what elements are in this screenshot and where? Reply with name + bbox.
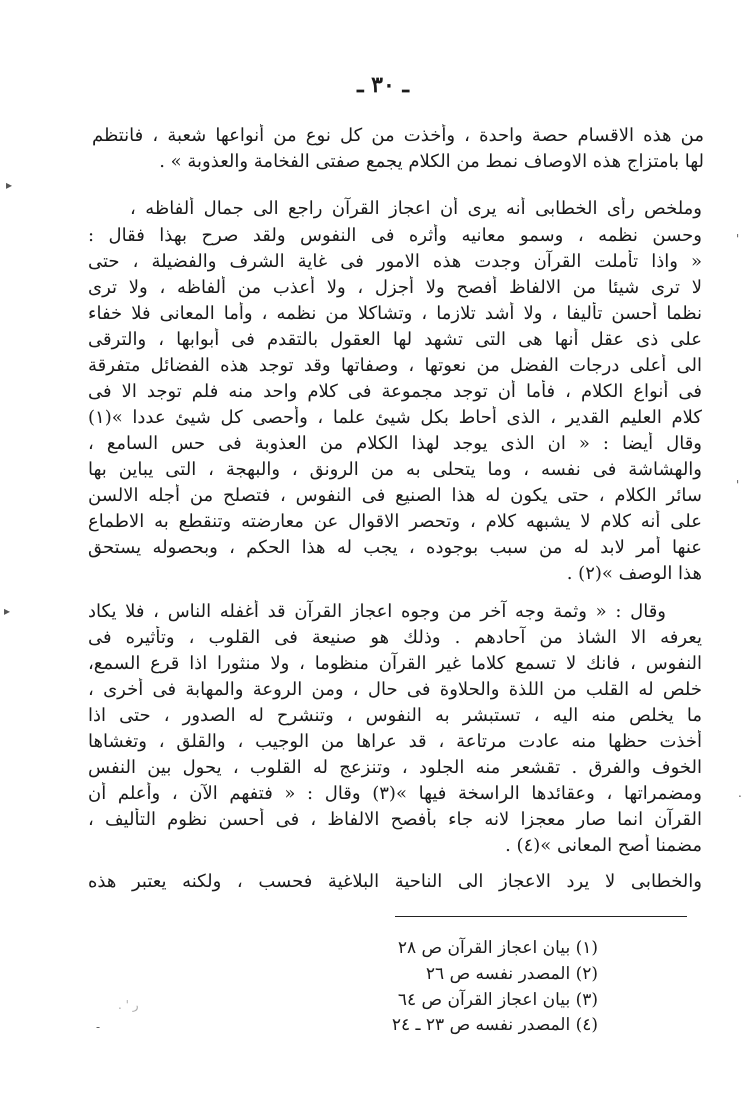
text-line: لا ترى شيئا من الالفاظ أفصح ولا أجزل ، ولا أعذب من ألفاظه ، ولا ترى bbox=[88, 277, 702, 298]
text-line: وحسن نظمه ، وسمو معانيه وأثره فى النفوس ولقد صرح بهذا فقال : bbox=[88, 225, 702, 246]
text-line: نظما أحسن تأليفا ، ولا أشد تلازما ، وتشاكلا من نظمه ، وأما المعانى فلا خفاء bbox=[88, 303, 702, 324]
text-line: على أنه كلام لا يشبهه كلام ، وتحصر الاقوال عن معارضته وتنقطع به الاطماع bbox=[88, 511, 702, 532]
text-line: أخذت حظها منه عادت مرتاعة ، قد عراها من الوجيب ، والقلق ، وتغشاها bbox=[88, 731, 702, 752]
text-line: خلص له القلب من اللذة والحلاوة فى حال ، ومن الروعة والمهابة فى أخرى ، bbox=[88, 679, 702, 700]
text-line: الى أعلى درجات الفضل من نعوتها ، وصفاتها وقد توجد هذه الفضائل متفرقة bbox=[88, 355, 702, 376]
footnote: (٤) المصدر نفسه ص ٢٣ ـ ٢٤ bbox=[391, 1015, 598, 1035]
scan-speck: - bbox=[96, 1020, 101, 1034]
footnote: (١) بيان اعجاز القرآن ص ٢٨ bbox=[397, 938, 598, 958]
text-line: فى أنواع الكلام ، فأما أن توجد مجموعة فى كلام واحد منه فلم توجد الا فى bbox=[88, 381, 702, 402]
text-line: عنها أمر لابد له من سبب بوجوده ، يجب له هذا الحكم ، وبحصوله يستحق bbox=[88, 537, 702, 558]
text-line: وملخص رأى الخطابى أنه يرى أن اعجاز القرآن راجع الى جمال ألفاظه ، bbox=[130, 198, 702, 219]
scan-speck: ▸ bbox=[6, 178, 13, 192]
text-line: الخوف والفرق . تقشعر منه الجلود ، وتنزعج له القلوب ، يحول بين النفس bbox=[88, 757, 702, 778]
text-line: وقال : « وثمة وجه آخر من وجوه اعجاز القرآن قد أغفله الناس ، فلا يكاد bbox=[88, 601, 666, 622]
footnote: (٢) المصدر نفسه ص ٢٦ bbox=[425, 964, 598, 984]
text-line: « واذا تأملت القرآن وجدت هذه الامور فى غاية الشرف والفضيلة ، حتى bbox=[88, 251, 702, 272]
text-line: القرآن انما صار معجزا لانه جاء بأفصح الالفاظ ، فى أحسن نظوم التأليف ، bbox=[88, 809, 702, 830]
text-line: وقال أيضا : « ان الذى يوجد لهذا الكلام من العذوبة فى حس السامع ، bbox=[88, 433, 702, 454]
scan-speck: ▸ bbox=[4, 604, 11, 618]
text-line: يعرفه الا الشاذ من آحادهم . وذلك هو صنيعة فى القلوب ، وتأثيره فى bbox=[88, 627, 702, 648]
text-line: كلام العليم القدير ، الذى أحاط بكل شيئ علما ، وأحصى كل شيئ عددا »(١) bbox=[88, 407, 702, 428]
scan-speck: ' bbox=[736, 232, 740, 246]
footnote-divider bbox=[395, 916, 687, 917]
page-number: ـ ٣٠ ـ bbox=[357, 72, 409, 98]
scan-speck: . bbox=[738, 786, 742, 800]
text-line: من هذه الاقسام حصة واحدة ، وأخذت من كل نوع من أنواعها شعبة ، فانتظم bbox=[92, 125, 704, 146]
text-line: ومضمراتها ، وعقائدها الراسخة فيها »(٣) وقال : « فتفهم الآن ، وأعلم أن bbox=[88, 783, 702, 804]
text-line: لها بامتزاج هذه الاوصاف نمط من الكلام يجمع صفتى الفخامة والعذوبة » . bbox=[159, 151, 704, 172]
text-line: هذا الوصف »(٢) . bbox=[566, 563, 702, 584]
scan-speck: . ' ﺭ bbox=[118, 998, 139, 1012]
text-line: مضمنا أصح المعانى »(٤) . bbox=[505, 835, 702, 856]
text-line: والهشاشة فى نفسه ، وما يتحلى به من الرونق ، والبهجة ، التى يباين بها bbox=[88, 459, 702, 480]
text-line: والخطابى لا يرد الاعجاز الى الناحية البلاغية فحسب ، ولكنه يعتبر هذه bbox=[88, 871, 702, 892]
text-line: سائر الكلام ، حتى يكون له هذا الصنيع فى النفوس ، فتصلح من أجله الالسن bbox=[88, 485, 702, 506]
text-line: على ذى عقل أنها هى التى تشهد لها العقول بالتقدم فى أبوابها ، والترقى bbox=[88, 329, 702, 350]
footnote: (٣) بيان اعجاز القرآن ص ٦٤ bbox=[397, 990, 598, 1010]
text-line: ما يخلص منه اليه ، تستبشر به النفوس ، وتنشرح له الصدور ، حتى اذا bbox=[88, 705, 702, 726]
scan-speck: ' bbox=[736, 478, 740, 492]
text-line: النفوس ، فانك لا تسمع كلاما غير القرآن منظوما ، ولا منثورا اذا قرع السمع، bbox=[88, 653, 702, 674]
